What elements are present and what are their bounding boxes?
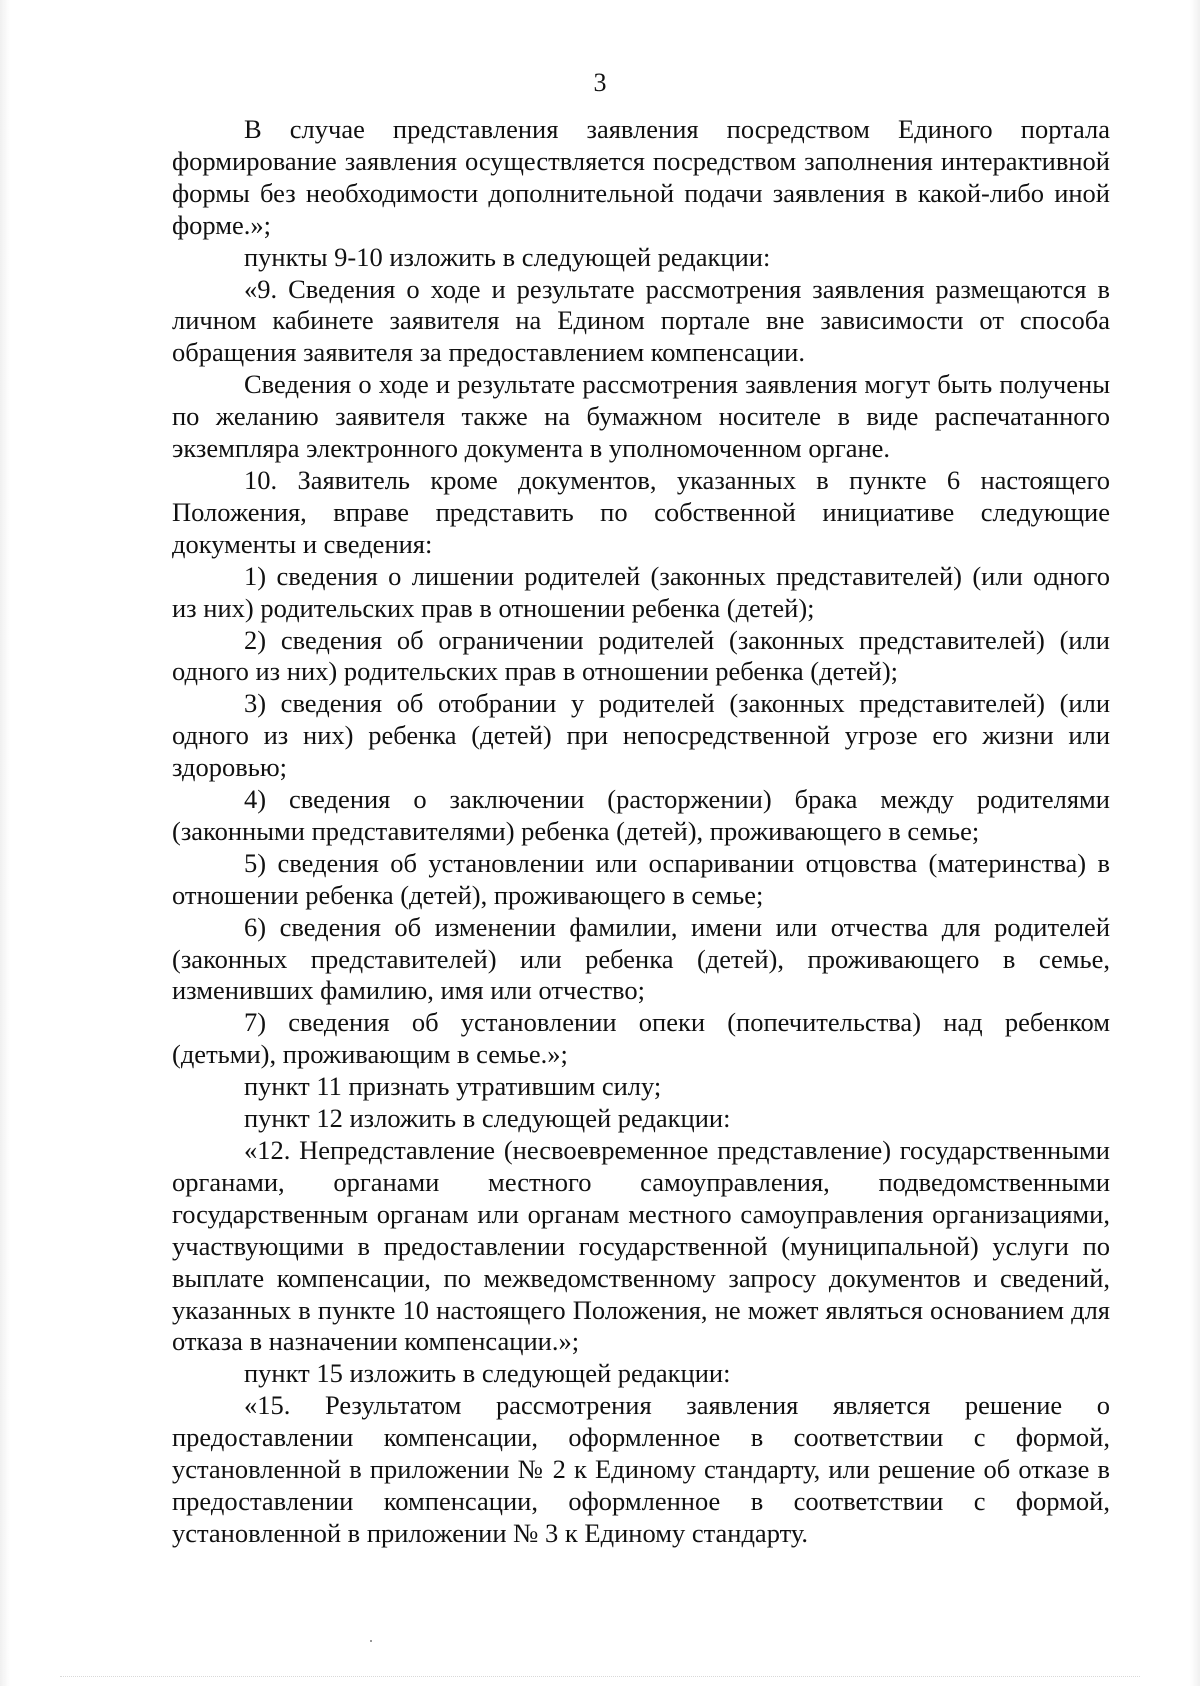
paragraph: «9. Сведения о ходе и результате рассмотрения заявления размещаются в личном кабинете заявителя на Едином портале вне зависимости от способа обращения заявителя за предоставлением компенсации.	[172, 273, 1110, 368]
paragraph: пункт 15 изложить в следующей редакции:	[244, 1358, 731, 1389]
list-item: 6) сведения об изменении фамилии, имени или отчества для родителей (законных представителей) или ребенка (детей), проживающего в семье, изменивших фамилию, имя или отчество;	[172, 911, 1110, 1006]
paragraph: Сведения о ходе и результате рассмотрения заявления могут быть получены по желанию заявителя также на бумажном носителе в виде распечатанного экземпляра электронного документа в уполномоченном органе.	[172, 369, 1110, 464]
scan-footer-noise	[60, 1676, 1140, 1680]
page-number: 3	[593, 68, 607, 97]
paragraph: 10. Заявитель кроме документов, указанных в пункте 6 настоящего Положения, вправе представить по собственной инициативе следующие документы и сведения:	[172, 464, 1110, 559]
list-item: 3) сведения об отобрании у родителей (законных представителей) (или одного из них) ребенка (детей) при непосредственной угрозе его жизни или здоровью;	[172, 688, 1110, 783]
list-item: 4) сведения о заключении (расторжении) брака между родителями (законными представителями) ребенка (детей), проживающего в семье;	[172, 784, 1110, 846]
paragraph: пункт 11 признать утратившим силу;	[244, 1071, 662, 1102]
paragraph: пункты 9-10 изложить в следующей редакции:	[244, 241, 771, 272]
paragraph: В случае представления заявления посредством Единого портала формирование заявления осуществляется посредством заполнения интерактивной формы без необходимости дополнительной подачи заявления в какой-либо иной форме.»;	[172, 114, 1110, 240]
document-body	[172, 114, 1110, 1550]
list-item: 2) сведения об ограничении родителей (законных представителей) (или одного из них) родительских прав в отношении ребенка (детей);	[172, 624, 1110, 687]
paragraph: «12. Непредставление (несвоевременное представление) государственными органами, органами местного самоуправления, подведомственными государственным органам или органам местного самоуправления организациями, участвующими в предоставлении государственной (муниципальной) услуги по выплате компенсации, по межведомственному запросу документов и сведений, указанных в пункте 10 настоящего Положения, не может являться основанием для отказа в назначении компенсации.»;	[172, 1135, 1110, 1357]
list-item: 7) сведения об установлении опеки (попечительства) над ребенком (детьми), проживающим в семье.»;	[172, 1007, 1110, 1070]
paragraph: пункт 12 изложить в следующей редакции:	[244, 1103, 731, 1134]
scan-edge-right	[1190, 0, 1200, 1686]
list-item: 1) сведения о лишении родителей (законных представителей) (или одного из них) родительских прав в отношении ребенка (детей);	[172, 560, 1110, 623]
paragraph: «15. Результатом рассмотрения заявления является решение о предоставлении компенсации, оформленное в соответствии с формой, установленной в приложении № 2 к Единому стандарту, или решение об отказе в предоставлении компенсации, оформленное в соответствии с формой, установленной в приложении № 3 к Единому стандарту.	[172, 1390, 1110, 1548]
list-item: 5) сведения об установлении или оспаривании отцовства (материнства) в отношении ребенка (детей), проживающего в семье;	[172, 847, 1110, 910]
scan-edge-left	[0, 0, 10, 1686]
scan-speck	[370, 1640, 372, 1642]
